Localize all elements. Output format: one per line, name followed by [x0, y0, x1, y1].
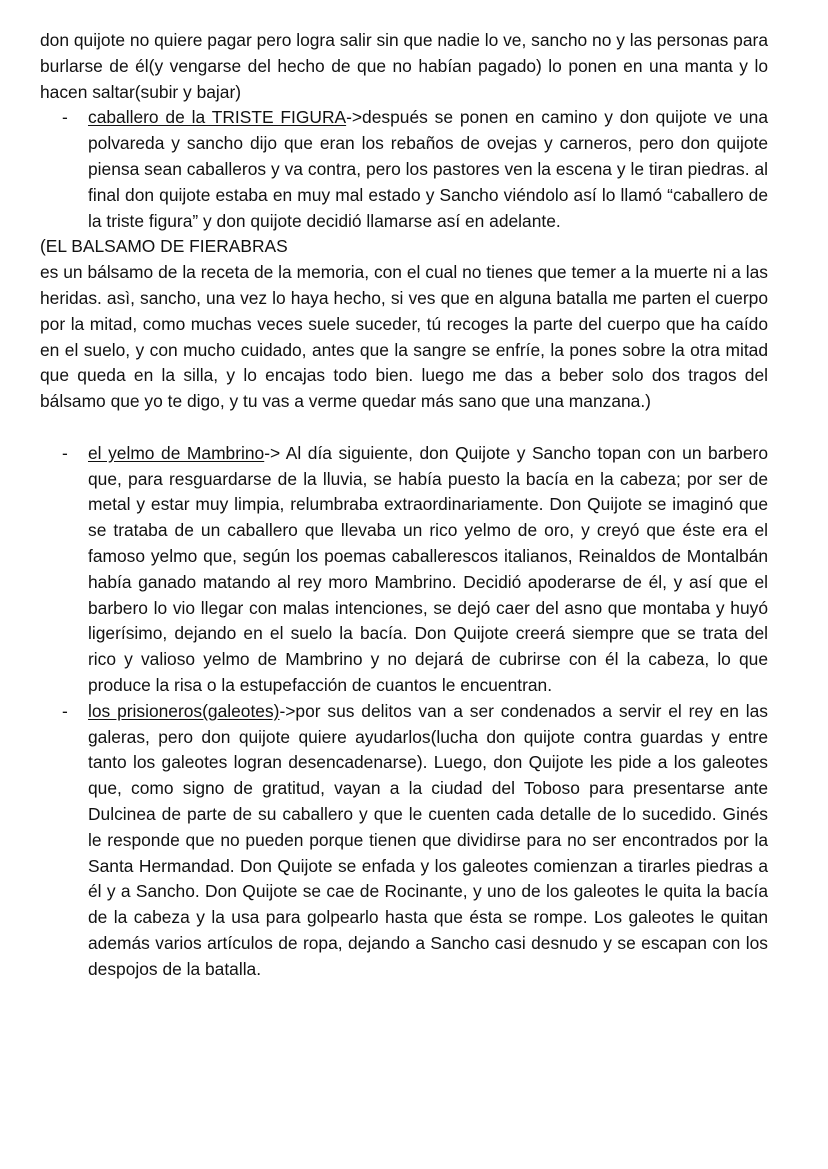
blank-line	[40, 415, 768, 441]
item-text-triste-figura: ->después se ponen en camino y don quijote ve una polvareda y sancho dijo que eran los rebaños de ovejas y carneros, pero don quijote piensa sean caballeros y va contra, pero los pastores ven la escena y le tiran piedras. al final don quijote estaba en muy mal estado y Sancho viéndolo así lo llamó “caballero de la triste figura” y don quijote decidió llamarse así en adelante.	[88, 107, 769, 231]
item-text-yelmo: -> Al día siguiente, don Quijote y Sancho topan con un barbero que, para resguardarse de la lluvia, se había puesto la bacía en la cabeza; por ser de metal y estar muy limpia, relumbraba extraordinariamente. Don Quijote se imaginó que se trataba de un caballero que llevaba un rico yelmo de oro, y creyó que éste era el famoso yelmo que, según los poemas caballerescos italianos, Reinaldos de Montalbán había ganado matando al rey moro Mambrino. Decidió apoderarse de él, y así que el barbero lo vio llegar con malas intenciones, se dejó caer del asno que montaba y huyó ligerísimo, dejando en el suelo la bacía. Don Quijote creerá siempre que se trata del rico y valioso yelmo de Mambrino y no dejará de cubrirse con él la cabeza, lo que produce la risa o la estupefacción de cuantos le encuentran.	[88, 442, 768, 695]
intro-paragraph: don quijote no quiere pagar pero logra salir sin que nadie lo ve, sancho no y las personas para burlarse de él(y vengarse del hecho de que no habían pagado) lo ponen en una manta y lo hacen saltar(subir y bajar)	[40, 30, 768, 102]
bullet-dash: -	[62, 442, 68, 463]
bullet-dash: -	[62, 700, 68, 721]
item-title-triste-figura: caballero de la TRISTE FIGURA	[88, 107, 347, 128]
item-text-galeotes: ->por sus delitos van a ser condenados a servir el rey en las galeras, pero don quijote quiere ayudarlos(lucha don quijote contra guardas y entre tanto los galeotes logran desencadenarse). Luego, don Quijote les pide a los galeotes que, como signo de gratitud, vayan a la ciudad del Toboso para presentarse ante Dulcinea de parte de su caballero y que le cuenten cada detalle de lo sucedido. Ginés le responde que no pueden porque tienen que dividirse para no ser encontrados por la Santa Hermandad. Don Quijote se enfada y los galeotes comienzan a tirarles piedras a él y a Sancho. Don Quijote se cae de Rocinante, y uno de los galeotes le quita la bacía de la cabeza y la usa para golpearlo hasta que ésta se rompe. Los galeotes le quitan además varios artículos de ropa, dejando a Sancho casi desnudo y se escapan con los despojos de la batalla.	[88, 700, 768, 979]
item-title-galeotes: los prisioneros(galeotes)	[88, 700, 280, 721]
bullet-list-bottom	[40, 441, 768, 983]
bullet-dash: -	[62, 107, 68, 128]
document-page	[40, 28, 768, 982]
item-title-yelmo: el yelmo de Mambrino	[88, 442, 265, 463]
balsamo-paragraph: es un bálsamo de la receta de la memoria, con el cual no tienes que temer a la muerte ni a las heridas. asì, sancho, una vez lo haya hecho, si ves que en alguna batalla me parten el cuerpo por la mitad, como muchas veces suele suceder, tú recoges la parte del cuerpo que ha caído en el suelo, y con mucho cuidado, antes que la sangre se enfríe, la pones sobre la otra mitad que queda en la silla, y lo encajas todo bien. luego me das a beber solo dos tragos del bálsamo que yo te digo, y tu vas a verme quedar más sano que una manzana.)	[40, 262, 768, 412]
balsamo-heading: (EL BALSAMO DE FIERABRAS	[40, 236, 288, 257]
list-item-yelmo	[40, 441, 768, 699]
list-item-galeotes	[40, 699, 768, 983]
bullet-list-top	[40, 105, 768, 234]
list-item-triste-figura	[40, 105, 768, 234]
